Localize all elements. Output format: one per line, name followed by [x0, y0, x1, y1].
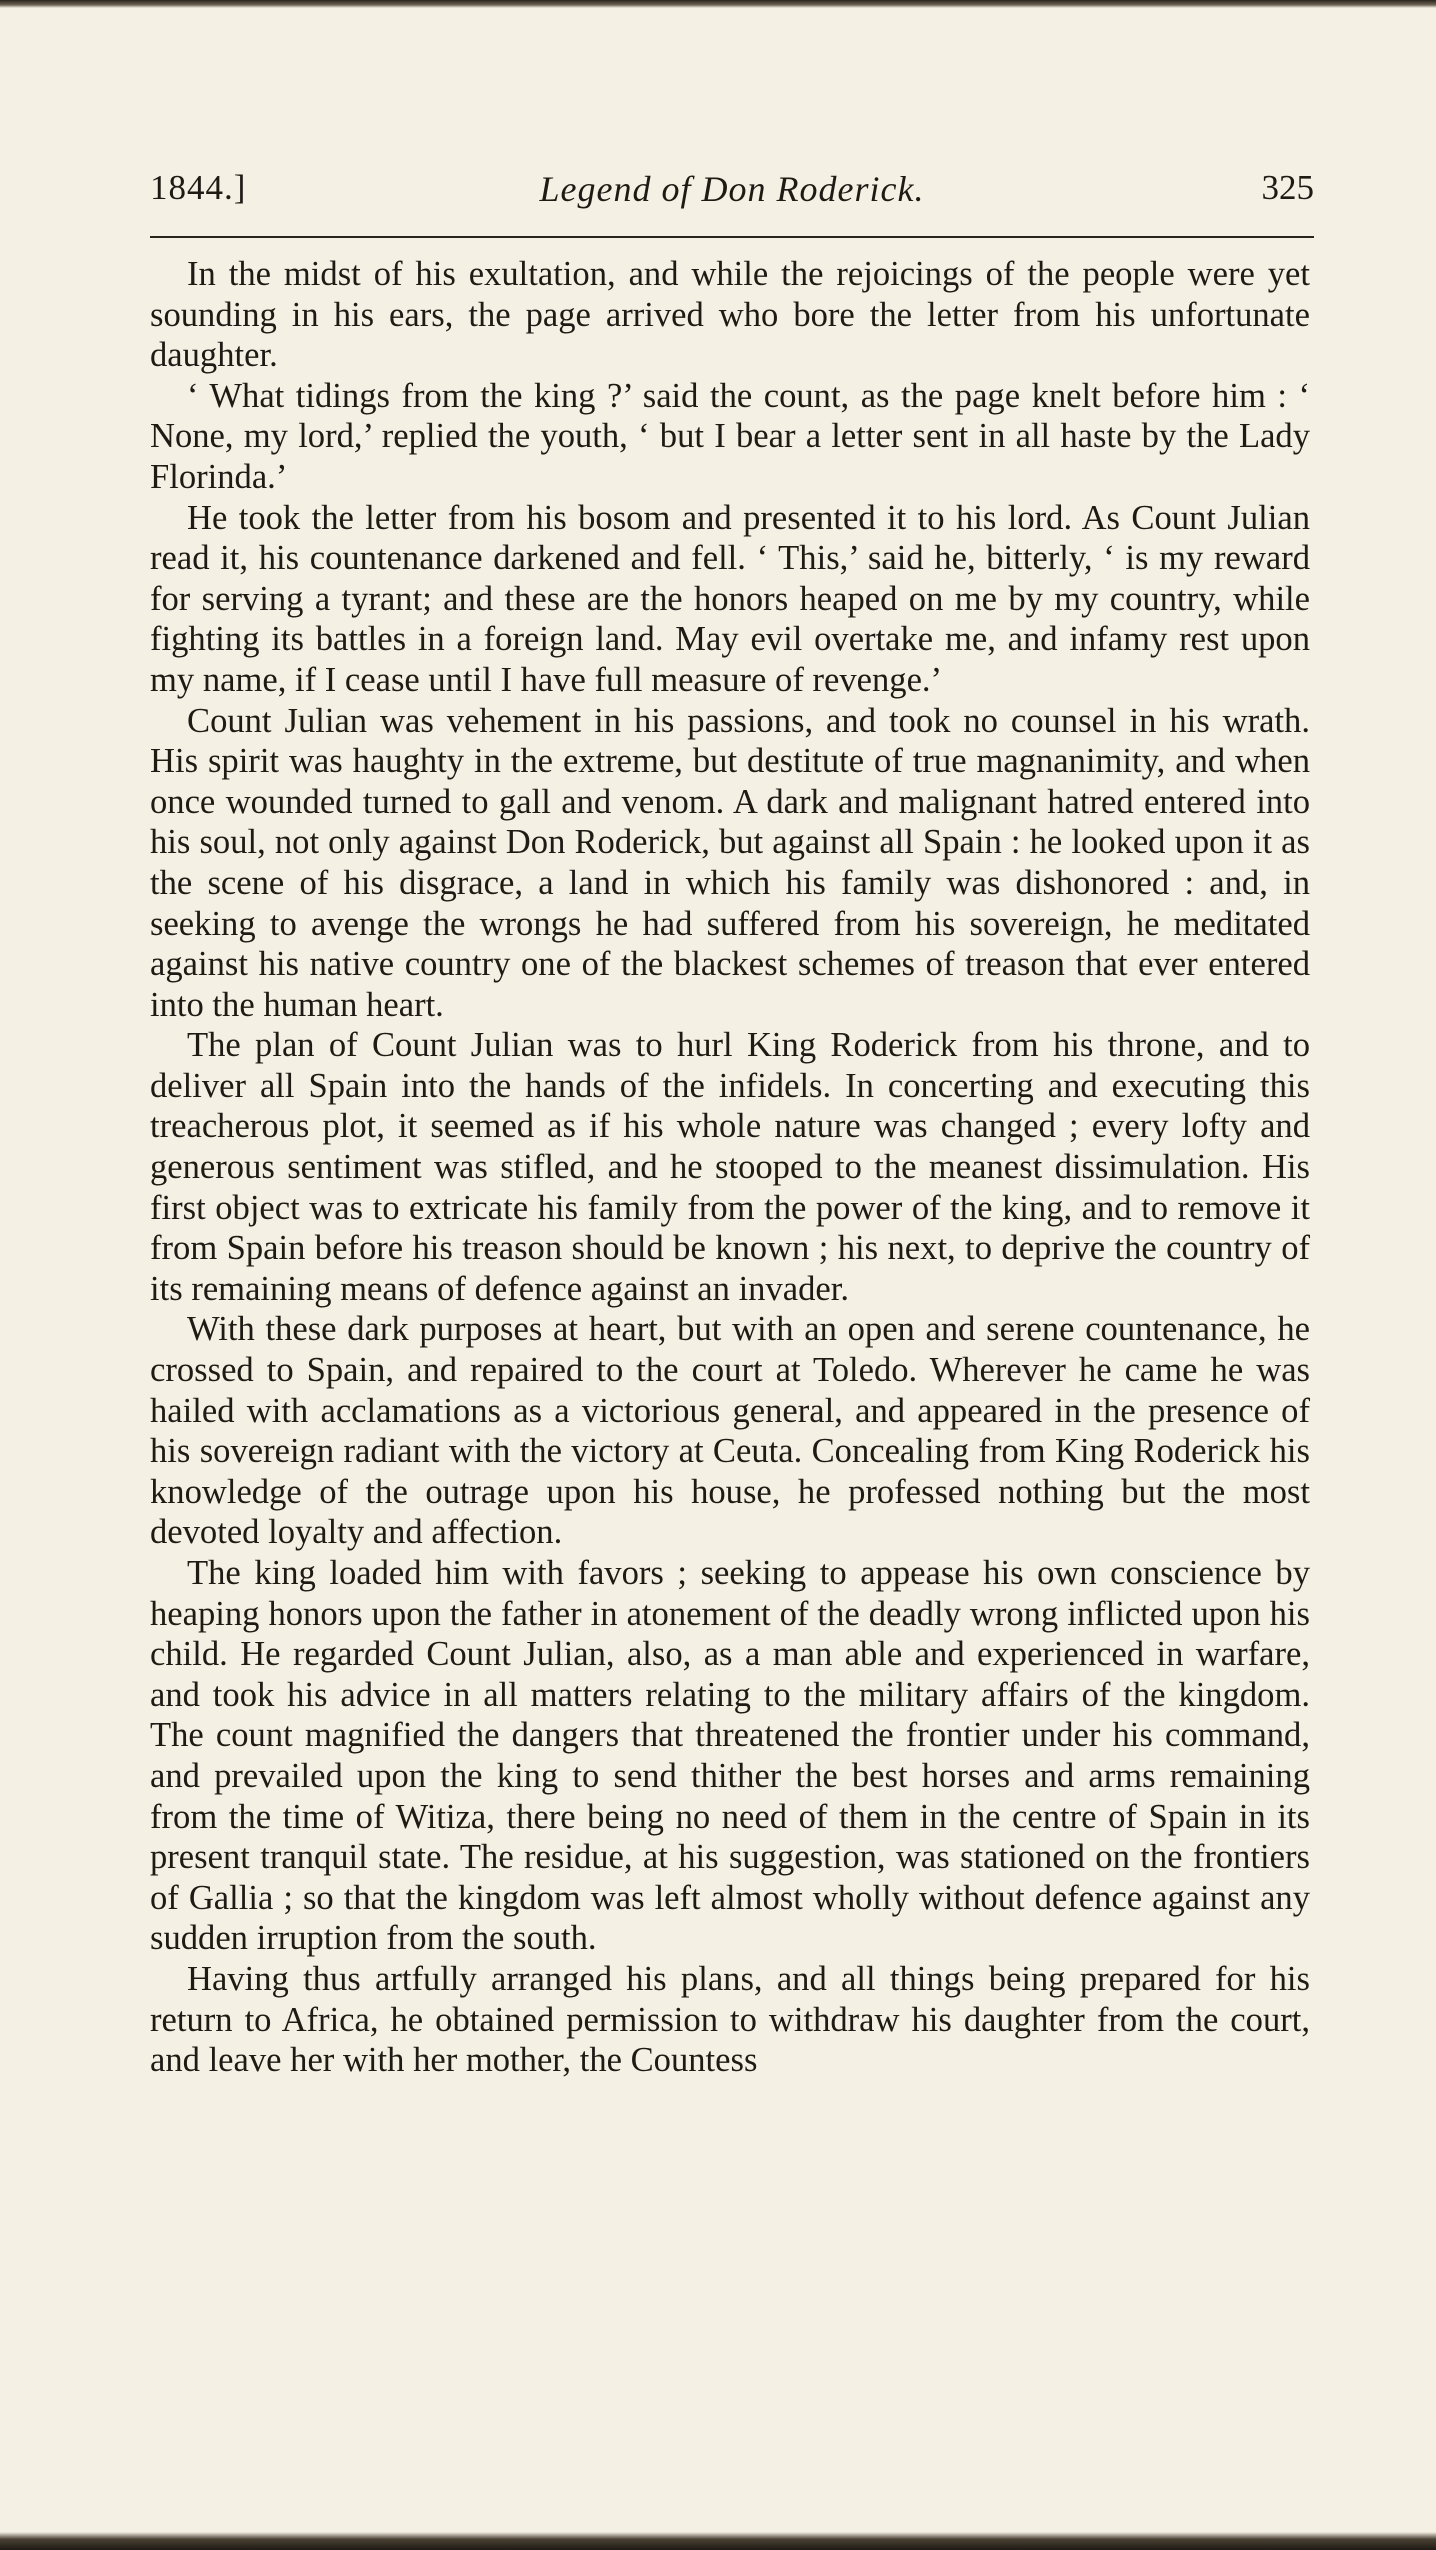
body-text [150, 254, 1310, 2081]
paragraph: The king loaded him with favors ; seeking to appease his own conscience by heaping honors upon the father in atonement of the deadly wrong inflicted upon his child. He regarded Count Julian, also, as a man able and experienced in warfare, and took his advice in all matters relating to the military affairs of the kingdom. The count magnified the dangers that threatened the frontier under his command, and prevailed upon the king to send thither the best horses and arms remaining from the time of Witiza, there being no need of them in the centre of Spain in its present tranquil state. The residue, at his suggestion, was stationed on the frontiers of Gallia ; so that the kingdom was left almost wholly without defence against any sudden irruption from the south. [150, 1554, 1310, 1958]
running-header-year: 1844.] [150, 168, 247, 207]
header-rule [150, 236, 1314, 238]
paragraph: ‘ What tidings from the king ?’ said the count, as the page knelt before him : ‘ None, my lord,’ replied the youth, ‘ but I bear a letter sent in all haste by the Lady Florinda.’ [150, 376, 1310, 496]
paragraph: In the midst of his exultation, and while the rejoicings of the people were yet sounding in his ears, the page arrived who bore the letter from his unfortunate daughter. [150, 255, 1310, 375]
paragraph: He took the letter from his bosom and presented it to his lord. As Count Julian read it, his countenance darkened and fell. ‘ This,’ said he, bitterly, ‘ is my reward for serving a tyrant; and these are the honors heaped on me by my country, while fighting its battles in a foreign land. May evil overtake me, and infamy rest upon my name, if I cease until I have full measure of revenge.’ [150, 498, 1310, 699]
running-header-title: Legend of Don Roderick. [539, 169, 925, 209]
paragraph: The plan of Count Julian was to hurl King Roderick from his throne, and to deliver all Spain into the hands of the infidels. In concerting and executing this treacherous plot, it seemed as if his whole nature was changed ; every lofty and generous sentiment was stifled, and he stooped to the meanest dissimulation. His first object was to extricate his family from the power of the king, and to remove it from Spain before his treason should be known ; his next, to deprive the country of its remaining means of defence against an invader. [150, 1026, 1310, 1308]
paragraph: Having thus artfully arranged his plans, and all things being prepared for his return to Africa, he obtained permission to withdraw his daughter from the court, and leave her with her mother, the Countess [150, 1959, 1310, 2080]
page-number: 325 [1261, 168, 1314, 207]
running-header [150, 168, 1314, 228]
page-top-edge [0, 0, 1436, 8]
paragraph: With these dark purposes at heart, but with an open and serene countenance, he crossed to Spain, and repaired to the court at Toledo. Wherever he came he was hailed with acclamations as a victorious general, and appeared in the presence of his sovereign radiant with the victory at Ceuta. Concealing from King Roderick his knowledge of the outrage upon his house, he professed nothing but the most devoted loyalty and affection. [150, 1310, 1310, 1552]
page-bottom-edge [0, 2532, 1436, 2550]
paragraph: Count Julian was vehement in his passions, and took no counsel in his wrath. His spirit was haughty in the extreme, but destitute of true magnanimity, and when once wounded turned to gall and venom. A dark and malignant hatred entered into his soul, not only against Don Roderick, but against all Spain : he looked upon it as the scene of his disgrace, a land in which his family was dishonored : and, in seeking to avenge the wrongs he had suffered from his sovereign, he meditated against his native country one of the blackest schemes of treason that ever entered into the human heart. [150, 701, 1310, 1024]
